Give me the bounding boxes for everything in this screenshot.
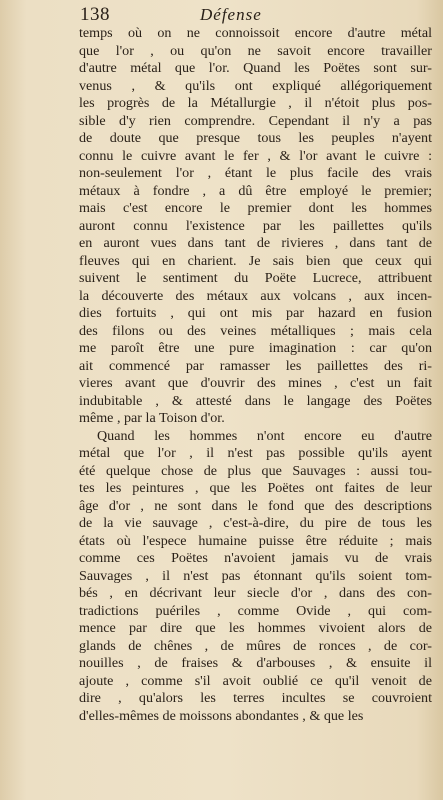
text-line: métal que l'or , il n'est pas possible qu'ils ayent — [79, 445, 432, 461]
text-line: indubitable , & attesté dans le langage des Poëtes — [79, 392, 432, 409]
text-line: d'autre métal que l'or. Quand les Poëtes sont sur- — [79, 60, 432, 76]
text-line: dies fortuits , qui ont mis par hazard en fusion — [79, 305, 432, 321]
text-line: en auront vues dans tant de rivieres , dans tant de — [79, 235, 432, 251]
text-line: états où l'espece humaine puisse être réduite ; mais — [79, 532, 432, 549]
running-title: Défense — [200, 5, 262, 24]
text-line: de doute que presque tous les peuples n'ayent — [79, 130, 432, 146]
text-line: les progrès de la Métallurgie , il n'étoit plus pos- — [79, 95, 432, 111]
paragraph — [79, 25, 432, 428]
text-line: Sauvages , il n'est pas étonnant qu'ils soient tom- — [79, 567, 432, 584]
text-line: temps où on ne connoissoit encore d'autre métal — [79, 25, 432, 41]
text-line: d'elles-mêmes de moissons abondantes , & que les — [79, 707, 364, 724]
text-line: même , par la Toison d'or. — [79, 410, 225, 426]
text-line: tes les peintures , que les Poëtes ont faites de leur — [79, 480, 432, 496]
text-line: tradictions puériles , comme Ovide , qui com- — [79, 602, 432, 619]
text-line: ajoute , comme s'il avoit oublié ce qu'il venoit de — [79, 672, 432, 689]
text-line: non-seulement l'or , étant le plus facile des vrais — [79, 165, 432, 181]
text-line: nouilles , de fraises & d'arbouses , & ensuite il — [79, 655, 432, 671]
text-line: mais c'est encore le premier dont les hommes — [79, 200, 432, 216]
text-line: des filons ou des veines métalliques ; mais cela — [79, 322, 432, 339]
text-line: vieres avant que d'ouvrir des mines , c'est un fait — [79, 375, 432, 391]
text-line: été quelque chose de plus que Sauvages : aussi tou- — [79, 462, 432, 479]
body-text — [79, 25, 432, 725]
text-line: venus , & qu'ils ont expliqué allégoriquement — [79, 77, 432, 94]
text-line: de la vie sauvage , c'est-à-dire, du pire de tous les — [79, 515, 432, 531]
text-line: bés , en décrivant leur siecle d'or , dans des con- — [79, 585, 432, 601]
text-line: ait commencé par ramasser les paillettes des ri- — [79, 357, 432, 374]
text-line: métaux à fondre , a dû être employé le premier; — [79, 182, 432, 199]
text-line: me paroît être une pure imagination : car qu'on — [79, 340, 432, 356]
text-line: connu le cuivre avant le fer , & l'or avant le cuivre : — [79, 147, 432, 164]
text-line: comme ces Poëtes n'avoient jamais vu de vrais — [79, 550, 432, 566]
text-line: âge d'or , ne sont dans le fond que des descriptions — [79, 497, 432, 514]
text-line: fleuves qui en charient. Je sais bien que ceux qui — [79, 252, 432, 269]
text-line: mence par dire que les hommes vivoient alors de — [79, 620, 432, 636]
text-line: auront connu l'existence par les paillettes qu'ils — [79, 217, 432, 234]
text-line: dire , qu'alors les terres incultes se couvroient — [79, 690, 432, 706]
paragraph — [79, 428, 432, 726]
text-line: glands de chênes , de mûres de ronces , de cor- — [79, 637, 432, 654]
text-line: que l'or , ou qu'on ne savoit encore travailler — [79, 42, 432, 59]
text-line: suivent le sentiment du Poëte Lucrece, attribuent — [79, 270, 432, 286]
text-line: sible d'y rien comprendre. Cependant il n'y a pas — [79, 112, 432, 129]
page-number: 138 — [80, 4, 110, 25]
text-line: la découverte des métaux aux volcans , aux incen- — [79, 287, 432, 304]
page-header — [80, 4, 423, 26]
text-line: Quand les hommes n'ont encore eu d'autre — [97, 427, 432, 444]
